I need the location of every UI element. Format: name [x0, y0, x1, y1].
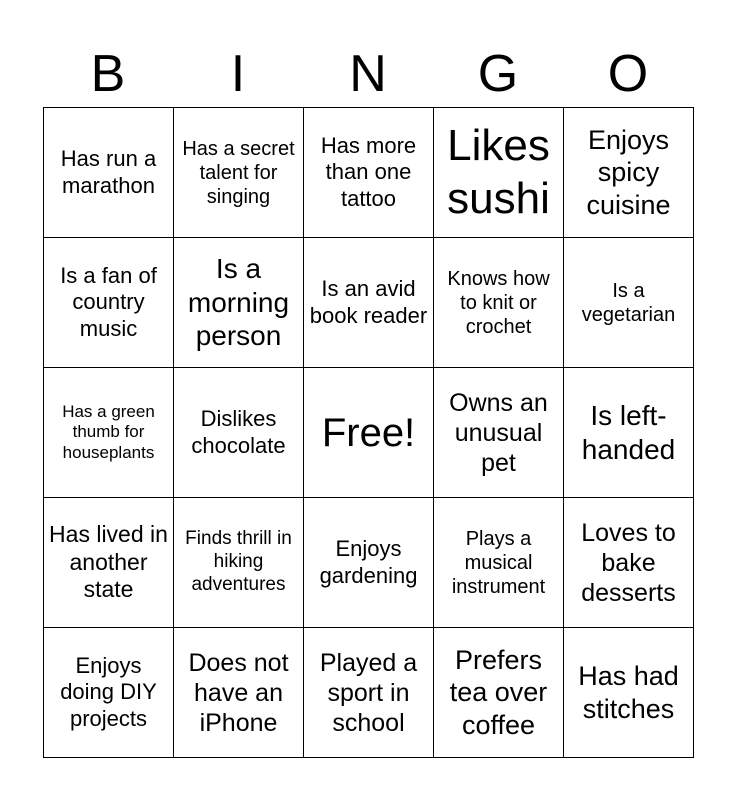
bingo-cell[interactable]: Has run a marathon [44, 108, 174, 238]
bingo-cell[interactable]: Knows how to knit or crochet [434, 238, 564, 368]
bingo-card-grid [43, 107, 694, 758]
bingo-cell[interactable]: Enjoys gardening [304, 498, 434, 628]
bingo-header [43, 40, 693, 108]
bingo-cell[interactable]: Dislikes chocolate [174, 368, 304, 498]
bingo-cell[interactable]: Loves to bake desserts [564, 498, 694, 628]
bingo-cell[interactable]: Plays a musical instrument [434, 498, 564, 628]
bingo-cell[interactable]: Enjoys doing DIY projects [44, 628, 174, 758]
bingo-cell[interactable]: Played a sport in school [304, 628, 434, 758]
bingo-cell[interactable]: Has a green thumb for houseplants [44, 368, 174, 498]
header-letter-o: O [607, 45, 649, 103]
bingo-cell[interactable]: Is an avid book reader [304, 238, 434, 368]
bingo-cell[interactable]: Has lived in another state [44, 498, 174, 628]
header-letter-b: B [90, 45, 126, 103]
bingo-cell[interactable]: Finds thrill in hiking adventures [174, 498, 304, 628]
bingo-cell[interactable]: Is a fan of country music [44, 238, 174, 368]
bingo-cell[interactable]: Is left-handed [564, 368, 694, 498]
bingo-cell[interactable]: Owns an unusual pet [434, 368, 564, 498]
bingo-cell[interactable]: Has a secret talent for singing [174, 108, 304, 238]
free-space[interactable]: Free! [304, 368, 434, 498]
bingo-cell[interactable]: Is a morning person [174, 238, 304, 368]
bingo-cell[interactable]: Is a vegetarian [564, 238, 694, 368]
bingo-cell[interactable]: Has had stitches [564, 628, 694, 758]
bingo-cell[interactable]: Enjoys spicy cuisine [564, 108, 694, 238]
header-letter-i: I [230, 45, 246, 103]
bingo-cell[interactable]: Likes sushi [434, 108, 564, 238]
header-letter-n: N [349, 45, 387, 103]
bingo-cell[interactable]: Does not have an iPhone [174, 628, 304, 758]
bingo-cell[interactable]: Has more than one tattoo [304, 108, 434, 238]
bingo-cell[interactable]: Prefers tea over coffee [434, 628, 564, 758]
header-letter-g: G [477, 45, 519, 103]
